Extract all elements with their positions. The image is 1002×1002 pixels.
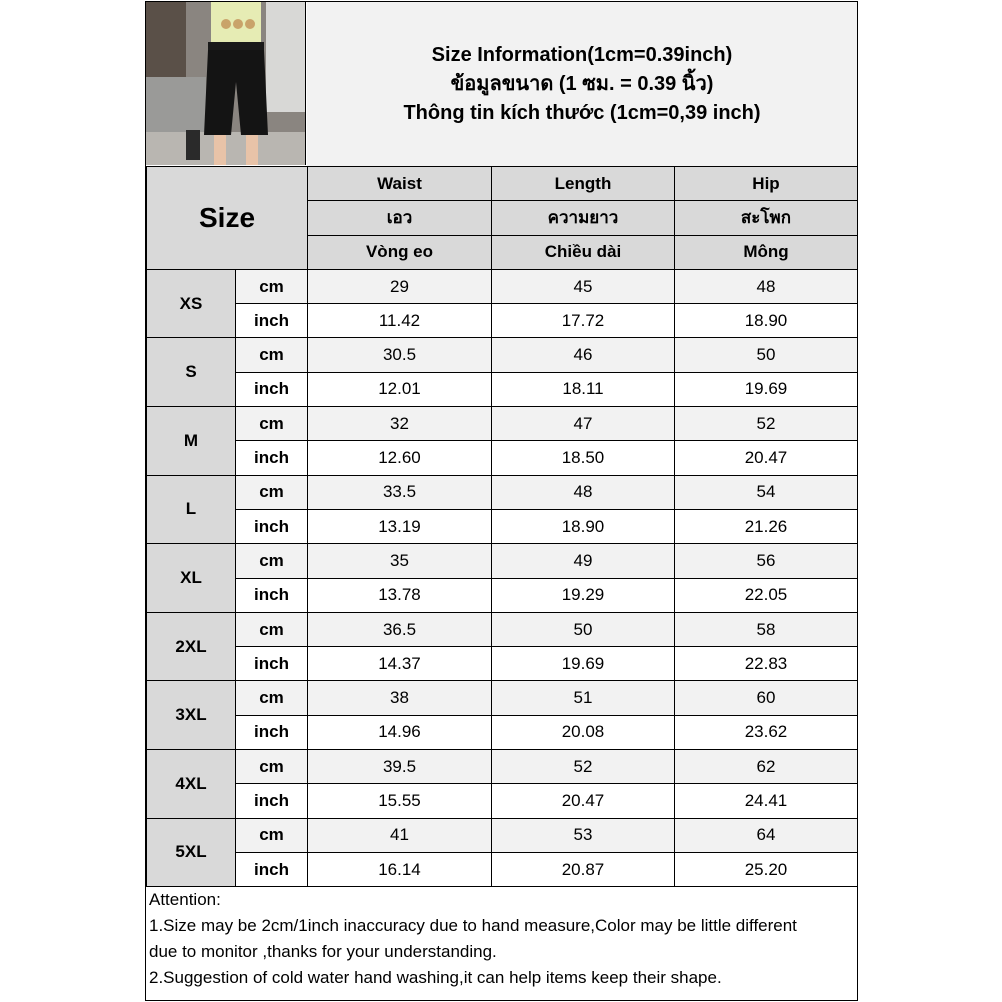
measurement-cell: 20.47 — [492, 784, 675, 818]
table-row — [147, 784, 858, 818]
table-row — [147, 647, 858, 681]
unit-label: cm — [236, 407, 308, 441]
measurement-cell: 13.19 — [308, 509, 492, 543]
measurement-cell: 24.41 — [675, 784, 858, 818]
measurement-cell: 52 — [675, 407, 858, 441]
title-english: Size Information(1cm=0.39inch) — [431, 43, 733, 66]
measurement-cell: 50 — [675, 338, 858, 372]
measurement-cell: 17.72 — [492, 304, 675, 338]
col-header-th: ความยาว — [492, 201, 675, 235]
col-header-th: สะโพก — [675, 201, 858, 235]
measurement-cell: 58 — [675, 612, 858, 646]
measurement-cell: 32 — [308, 407, 492, 441]
unit-label: inch — [236, 372, 308, 406]
unit-label: cm — [236, 338, 308, 372]
measurement-cell: 29 — [308, 269, 492, 303]
measurement-cell: 56 — [675, 544, 858, 578]
measurement-cell: 22.83 — [675, 647, 858, 681]
unit-label: inch — [236, 578, 308, 612]
col-header-th: เอว — [308, 201, 492, 235]
measurement-cell: 36.5 — [308, 612, 492, 646]
title-thai: ข้อมูลขนาด (1 ซม. = 0.39 นิ้ว) — [450, 72, 714, 95]
table-row — [147, 852, 858, 886]
table-row — [147, 338, 858, 372]
measurement-cell: 13.78 — [308, 578, 492, 612]
table-row — [147, 372, 858, 406]
measurement-cell: 35 — [308, 544, 492, 578]
table-row — [147, 612, 858, 646]
measurement-cell: 46 — [492, 338, 675, 372]
measurement-cell: 16.14 — [308, 852, 492, 886]
measurement-cell: 60 — [675, 681, 858, 715]
unit-label: inch — [236, 441, 308, 475]
measurement-cell: 20.08 — [492, 715, 675, 749]
measurement-cell: 33.5 — [308, 475, 492, 509]
size-label: 4XL — [147, 750, 236, 819]
unit-label: cm — [236, 612, 308, 646]
col-header-vi: Vòng eo — [308, 235, 492, 269]
size-label: S — [147, 338, 236, 407]
unit-label: inch — [236, 852, 308, 886]
size-chart — [145, 1, 858, 1001]
measurement-cell: 22.05 — [675, 578, 858, 612]
table-row — [147, 509, 858, 543]
measurement-cell: 19.29 — [492, 578, 675, 612]
table-row — [147, 681, 858, 715]
measurement-cell: 23.62 — [675, 715, 858, 749]
size-label: L — [147, 475, 236, 544]
col-header-vi: Mông — [675, 235, 858, 269]
size-label: 5XL — [147, 818, 236, 887]
measurement-cell: 20.47 — [675, 441, 858, 475]
measurement-cell: 18.11 — [492, 372, 675, 406]
unit-label: cm — [236, 544, 308, 578]
col-header-vi: Chiều dài — [492, 235, 675, 269]
size-label: 3XL — [147, 681, 236, 750]
notes-title: Attention: — [149, 890, 221, 909]
measurement-cell: 47 — [492, 407, 675, 441]
measurement-cell: 30.5 — [308, 338, 492, 372]
note-line: 1.Size may be 2cm/1inch inaccuracy due to hand measure,Color may be little different — [149, 916, 797, 935]
unit-label: cm — [236, 750, 308, 784]
measurement-cell: 64 — [675, 818, 858, 852]
measurement-cell: 19.69 — [675, 372, 858, 406]
model-wearing-shorts-image — [146, 2, 306, 165]
unit-label: cm — [236, 269, 308, 303]
table-row — [147, 544, 858, 578]
measurement-cell: 20.87 — [492, 852, 675, 886]
unit-label: inch — [236, 509, 308, 543]
measurement-cell: 14.96 — [308, 715, 492, 749]
product-photo — [146, 2, 306, 165]
size-label: 2XL — [147, 612, 236, 681]
table-row — [147, 750, 858, 784]
measurement-cell: 18.90 — [492, 509, 675, 543]
note-line: 2.Suggestion of cold water hand washing,it can help items keep their shape. — [149, 968, 722, 987]
title-block — [307, 2, 857, 166]
col-header-en: Hip — [675, 167, 858, 201]
measurement-cell: 52 — [492, 750, 675, 784]
header — [146, 2, 857, 167]
table-row — [147, 269, 858, 303]
col-header-en: Waist — [308, 167, 492, 201]
table-row — [147, 475, 858, 509]
size-label: XS — [147, 269, 236, 338]
measurement-cell: 11.42 — [308, 304, 492, 338]
measurement-cell: 38 — [308, 681, 492, 715]
unit-label: inch — [236, 715, 308, 749]
unit-label: inch — [236, 304, 308, 338]
table-row — [147, 304, 858, 338]
attention-notes — [146, 887, 857, 991]
measurement-cell: 25.20 — [675, 852, 858, 886]
title-vietnamese: Thông tin kích thước (1cm=0,39 inch) — [403, 101, 761, 124]
measurement-cell: 49 — [492, 544, 675, 578]
table-row — [147, 715, 858, 749]
measurement-cell: 48 — [492, 475, 675, 509]
unit-label: cm — [236, 475, 308, 509]
table-row — [147, 441, 858, 475]
measurement-cell: 48 — [675, 269, 858, 303]
table-row — [147, 578, 858, 612]
unit-label: cm — [236, 818, 308, 852]
measurement-cell: 51 — [492, 681, 675, 715]
measurement-cell: 15.55 — [308, 784, 492, 818]
measurement-cell: 19.69 — [492, 647, 675, 681]
measurement-cell: 41 — [308, 818, 492, 852]
col-header-en: Length — [492, 167, 675, 201]
measurement-cell: 54 — [675, 475, 858, 509]
unit-label: inch — [236, 647, 308, 681]
size-table — [146, 166, 858, 887]
table-row — [147, 407, 858, 441]
measurement-cell: 12.01 — [308, 372, 492, 406]
measurement-cell: 18.90 — [675, 304, 858, 338]
measurement-cell: 18.50 — [492, 441, 675, 475]
unit-label: cm — [236, 681, 308, 715]
measurement-cell: 39.5 — [308, 750, 492, 784]
measurement-cell: 50 — [492, 612, 675, 646]
size-label: XL — [147, 544, 236, 613]
size-label: M — [147, 407, 236, 476]
measurement-cell: 12.60 — [308, 441, 492, 475]
note-line: due to monitor ,thanks for your understanding. — [149, 942, 497, 961]
measurement-cell: 21.26 — [675, 509, 858, 543]
measurement-cell: 53 — [492, 818, 675, 852]
measurement-cell: 62 — [675, 750, 858, 784]
size-header: Size — [147, 167, 308, 270]
unit-label: inch — [236, 784, 308, 818]
measurement-cell: 45 — [492, 269, 675, 303]
table-row — [147, 818, 858, 852]
measurement-cell: 14.37 — [308, 647, 492, 681]
